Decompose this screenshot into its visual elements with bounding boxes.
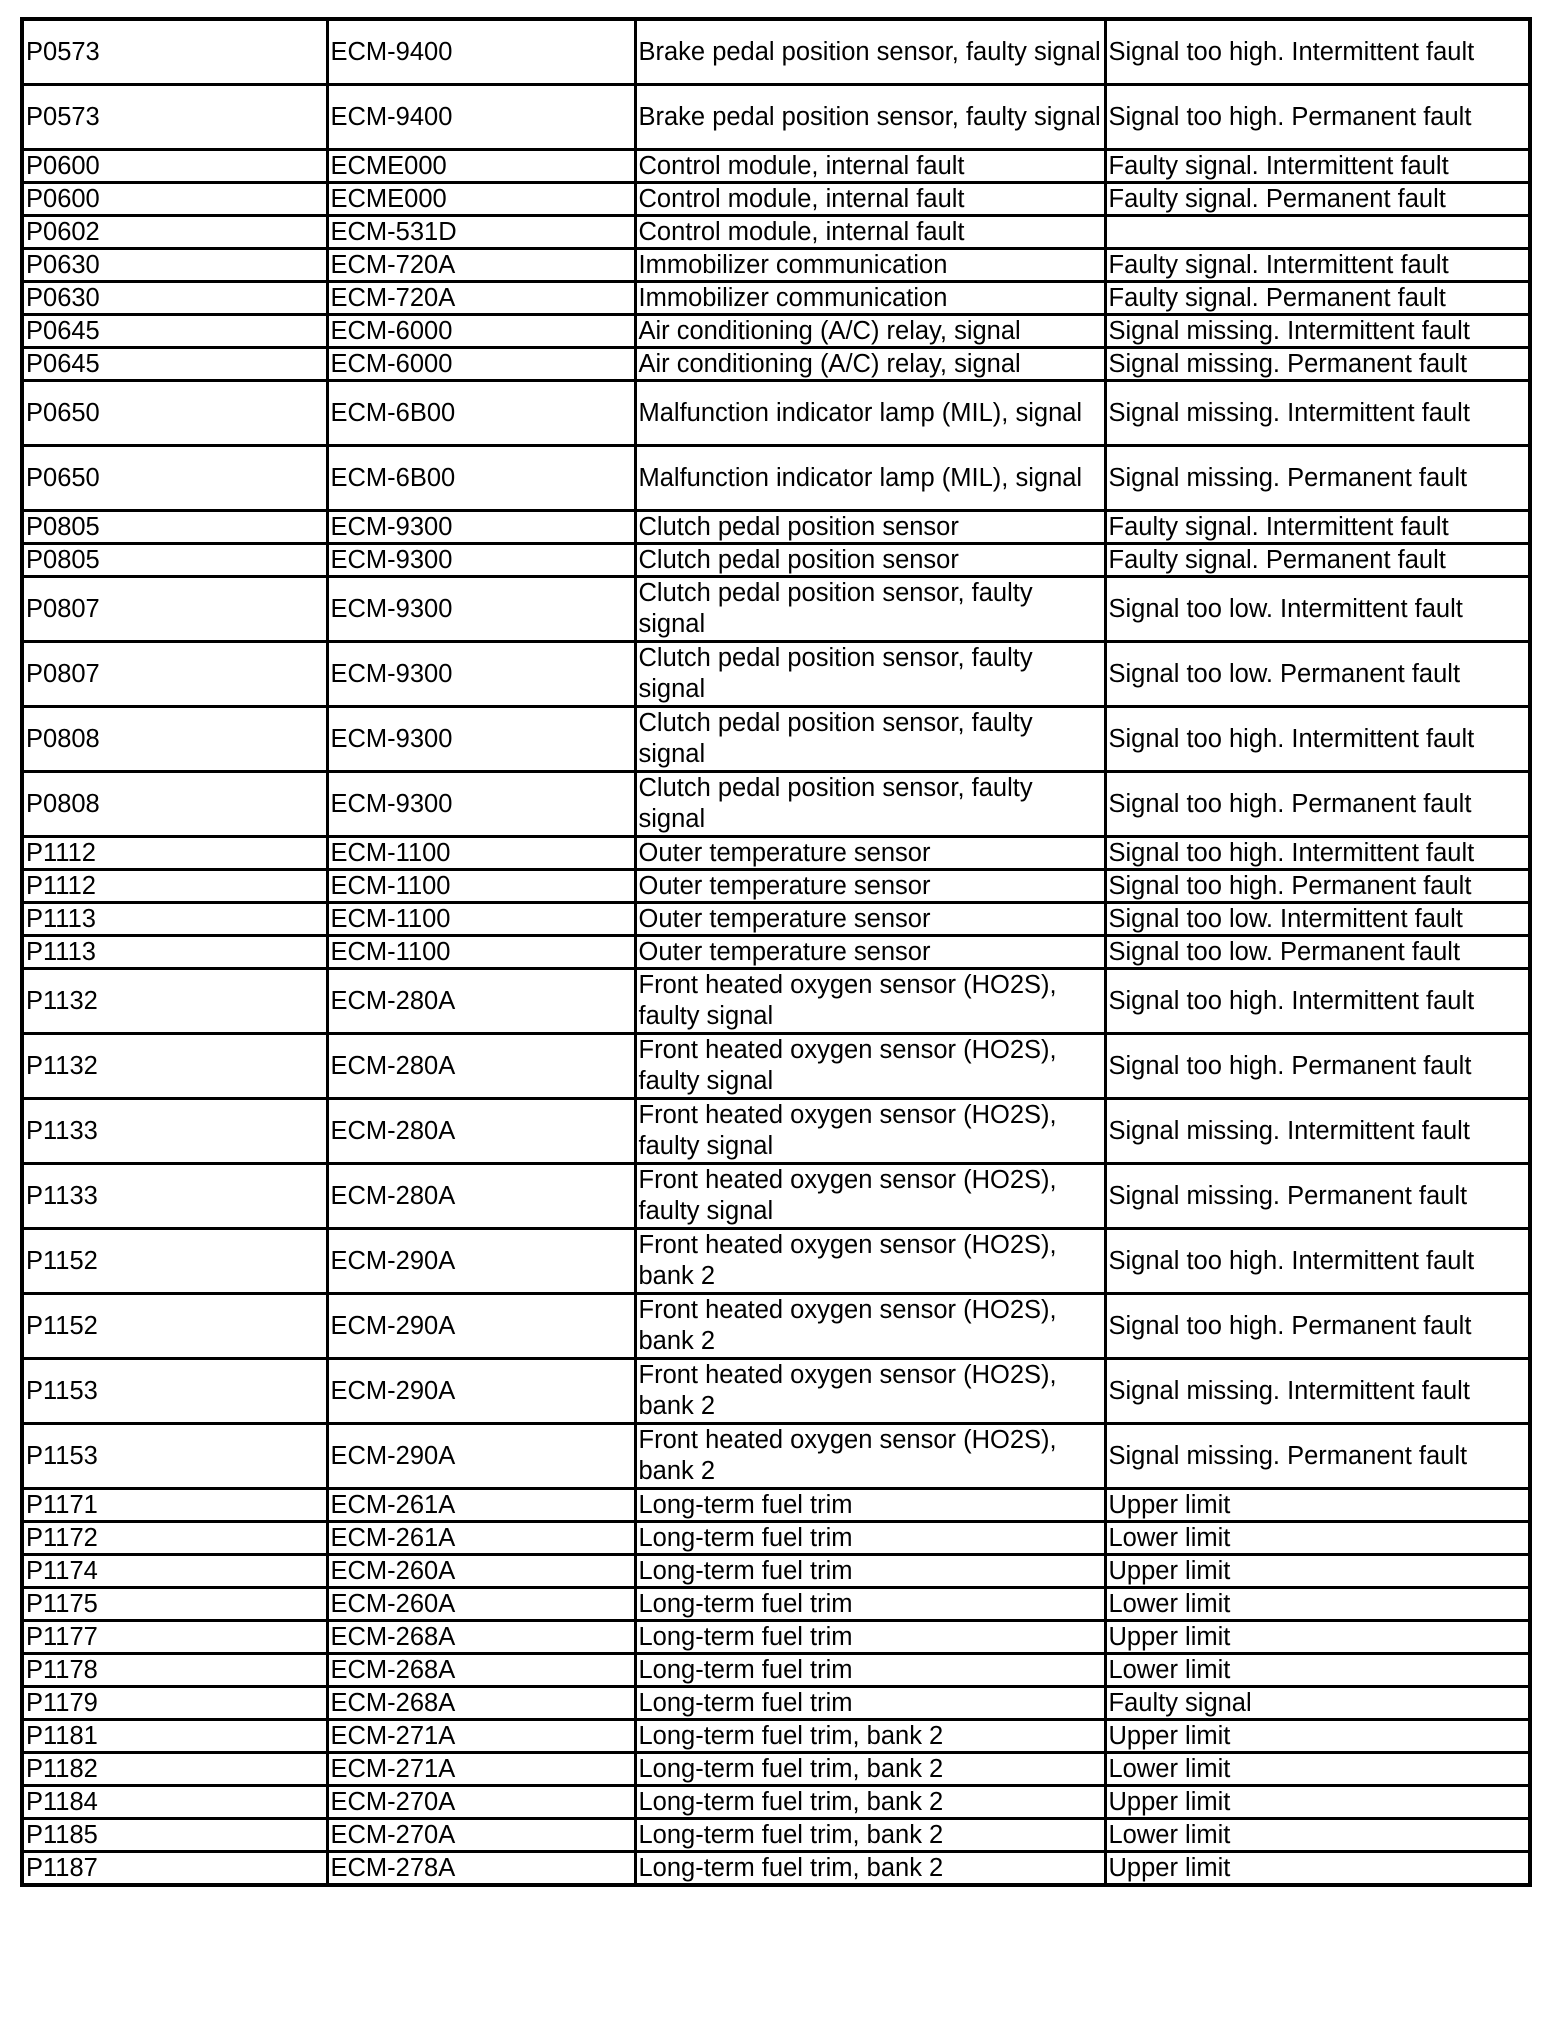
table-row: [22, 1522, 1530, 1555]
table-row: [22, 348, 1530, 381]
module-code-cell: ECM-6B00: [327, 381, 635, 446]
dtc-cell: P1175: [22, 1588, 327, 1621]
fault-type-cell: Signal too high. Intermittent fault: [1105, 837, 1530, 870]
description-cell: Clutch pedal position sensor: [635, 511, 1105, 544]
table-row: [22, 150, 1530, 183]
description-cell: Front heated oxygen sensor (HO2S), bank 2: [635, 1229, 1105, 1294]
fault-type-cell: Lower limit: [1105, 1654, 1530, 1687]
fault-type-cell: Signal too high. Permanent fault: [1105, 85, 1530, 150]
dtc-cell: P0650: [22, 446, 327, 511]
module-code-cell: ECM-280A: [327, 1034, 635, 1099]
module-code-cell: ECM-268A: [327, 1621, 635, 1654]
fault-type-cell: Faulty signal. Intermittent fault: [1105, 249, 1530, 282]
fault-type-cell: Faulty signal. Intermittent fault: [1105, 150, 1530, 183]
module-code-cell: ECM-271A: [327, 1720, 635, 1753]
description-cell: Outer temperature sensor: [635, 936, 1105, 969]
description-cell: Outer temperature sensor: [635, 837, 1105, 870]
description-cell: Malfunction indicator lamp (MIL), signal: [635, 446, 1105, 511]
module-code-cell: ECME000: [327, 183, 635, 216]
table-row: [22, 216, 1530, 249]
fault-type-cell: Faulty signal. Permanent fault: [1105, 544, 1530, 577]
table-row: [22, 1424, 1530, 1489]
dtc-cell: P1182: [22, 1753, 327, 1786]
description-cell: Long-term fuel trim, bank 2: [635, 1852, 1105, 1886]
table-row: [22, 1720, 1530, 1753]
fault-type-cell: Upper limit: [1105, 1489, 1530, 1522]
module-code-cell: ECM-531D: [327, 216, 635, 249]
description-cell: Long-term fuel trim: [635, 1555, 1105, 1588]
dtc-cell: P0600: [22, 150, 327, 183]
module-code-cell: ECM-268A: [327, 1654, 635, 1687]
description-cell: Clutch pedal position sensor, faulty signal: [635, 707, 1105, 772]
dtc-cell: P1152: [22, 1229, 327, 1294]
table-row: [22, 1229, 1530, 1294]
fault-code-table-body: [22, 19, 1530, 1885]
fault-type-cell: Faulty signal: [1105, 1687, 1530, 1720]
module-code-cell: ECM-270A: [327, 1786, 635, 1819]
table-row: [22, 1555, 1530, 1588]
dtc-cell: P0573: [22, 85, 327, 150]
dtc-cell: P1185: [22, 1819, 327, 1852]
table-row: [22, 903, 1530, 936]
description-cell: Clutch pedal position sensor, faulty signal: [635, 577, 1105, 642]
module-code-cell: ECM-9300: [327, 544, 635, 577]
module-code-cell: ECM-1100: [327, 870, 635, 903]
module-code-cell: ECM-260A: [327, 1555, 635, 1588]
dtc-cell: P1179: [22, 1687, 327, 1720]
fault-type-cell: Signal too high. Permanent fault: [1105, 1294, 1530, 1359]
module-code-cell: ECM-268A: [327, 1687, 635, 1720]
table-row: [22, 282, 1530, 315]
dtc-cell: P0807: [22, 642, 327, 707]
module-code-cell: ECM-9300: [327, 577, 635, 642]
fault-type-cell: Signal missing. Intermittent fault: [1105, 1099, 1530, 1164]
dtc-cell: P1152: [22, 1294, 327, 1359]
dtc-cell: P0805: [22, 511, 327, 544]
description-cell: Air conditioning (A/C) relay, signal: [635, 315, 1105, 348]
fault-type-cell: [1105, 216, 1530, 249]
description-cell: Long-term fuel trim: [635, 1654, 1105, 1687]
dtc-cell: P1132: [22, 1034, 327, 1099]
fault-type-cell: Lower limit: [1105, 1819, 1530, 1852]
module-code-cell: ECM-6000: [327, 348, 635, 381]
fault-type-cell: Signal too high. Permanent fault: [1105, 870, 1530, 903]
fault-type-cell: Signal too high. Permanent fault: [1105, 772, 1530, 837]
dtc-cell: P0650: [22, 381, 327, 446]
module-code-cell: ECM-1100: [327, 936, 635, 969]
table-row: [22, 707, 1530, 772]
fault-type-cell: Faulty signal. Permanent fault: [1105, 183, 1530, 216]
table-row: [22, 936, 1530, 969]
fault-type-cell: Signal too low. Permanent fault: [1105, 936, 1530, 969]
dtc-cell: P0805: [22, 544, 327, 577]
fault-type-cell: Signal too high. Intermittent fault: [1105, 969, 1530, 1034]
dtc-cell: P1153: [22, 1359, 327, 1424]
module-code-cell: ECM-261A: [327, 1522, 635, 1555]
module-code-cell: ECM-9300: [327, 511, 635, 544]
description-cell: Outer temperature sensor: [635, 870, 1105, 903]
description-cell: Front heated oxygen sensor (HO2S), faulty signal: [635, 1164, 1105, 1229]
fault-type-cell: Upper limit: [1105, 1621, 1530, 1654]
module-code-cell: ECM-278A: [327, 1852, 635, 1886]
dtc-cell: P1181: [22, 1720, 327, 1753]
module-code-cell: ECM-1100: [327, 903, 635, 936]
dtc-cell: P1178: [22, 1654, 327, 1687]
description-cell: Immobilizer communication: [635, 249, 1105, 282]
dtc-cell: P1113: [22, 903, 327, 936]
fault-type-cell: Signal missing. Permanent fault: [1105, 1424, 1530, 1489]
table-row: [22, 1034, 1530, 1099]
table-row: [22, 544, 1530, 577]
description-cell: Air conditioning (A/C) relay, signal: [635, 348, 1105, 381]
dtc-cell: P1112: [22, 837, 327, 870]
dtc-cell: P1184: [22, 1786, 327, 1819]
fault-type-cell: Faulty signal. Permanent fault: [1105, 282, 1530, 315]
description-cell: Long-term fuel trim: [635, 1588, 1105, 1621]
fault-type-cell: Signal missing. Permanent fault: [1105, 446, 1530, 511]
description-cell: Long-term fuel trim, bank 2: [635, 1819, 1105, 1852]
dtc-cell: P0808: [22, 772, 327, 837]
dtc-cell: P1153: [22, 1424, 327, 1489]
fault-type-cell: Signal too high. Intermittent fault: [1105, 19, 1530, 85]
fault-type-cell: Signal too high. Intermittent fault: [1105, 707, 1530, 772]
fault-type-cell: Upper limit: [1105, 1555, 1530, 1588]
dtc-cell: P0630: [22, 282, 327, 315]
table-row: [22, 1687, 1530, 1720]
dtc-cell: P1133: [22, 1099, 327, 1164]
dtc-cell: P1112: [22, 870, 327, 903]
module-code-cell: ECM-1100: [327, 837, 635, 870]
description-cell: Long-term fuel trim, bank 2: [635, 1753, 1105, 1786]
table-row: [22, 315, 1530, 348]
table-row: [22, 1753, 1530, 1786]
module-code-cell: ECM-9300: [327, 772, 635, 837]
fault-type-cell: Faulty signal. Intermittent fault: [1105, 511, 1530, 544]
module-code-cell: ECM-290A: [327, 1424, 635, 1489]
module-code-cell: ECM-260A: [327, 1588, 635, 1621]
description-cell: Long-term fuel trim, bank 2: [635, 1720, 1105, 1753]
dtc-cell: P0645: [22, 348, 327, 381]
table-row: [22, 1164, 1530, 1229]
description-cell: Clutch pedal position sensor, faulty signal: [635, 642, 1105, 707]
fault-type-cell: Signal too low. Permanent fault: [1105, 642, 1530, 707]
table-row: [22, 249, 1530, 282]
dtc-cell: P1172: [22, 1522, 327, 1555]
description-cell: Front heated oxygen sensor (HO2S), bank 2: [635, 1294, 1105, 1359]
dtc-cell: P1132: [22, 969, 327, 1034]
dtc-cell: P0600: [22, 183, 327, 216]
fault-type-cell: Upper limit: [1105, 1852, 1530, 1886]
module-code-cell: ECM-9300: [327, 642, 635, 707]
module-code-cell: ECM-270A: [327, 1819, 635, 1852]
description-cell: Control module, internal fault: [635, 216, 1105, 249]
table-row: [22, 837, 1530, 870]
table-row: [22, 1786, 1530, 1819]
fault-type-cell: Lower limit: [1105, 1588, 1530, 1621]
table-row: [22, 969, 1530, 1034]
fault-type-cell: Signal too low. Intermittent fault: [1105, 903, 1530, 936]
description-cell: Clutch pedal position sensor, faulty signal: [635, 772, 1105, 837]
dtc-cell: P1113: [22, 936, 327, 969]
description-cell: Front heated oxygen sensor (HO2S), bank 2: [635, 1359, 1105, 1424]
module-code-cell: ECM-6000: [327, 315, 635, 348]
module-code-cell: ECM-280A: [327, 1164, 635, 1229]
module-code-cell: ECM-280A: [327, 1099, 635, 1164]
table-row: [22, 183, 1530, 216]
fault-type-cell: Signal missing. Permanent fault: [1105, 1164, 1530, 1229]
table-row: [22, 1588, 1530, 1621]
dtc-cell: P1133: [22, 1164, 327, 1229]
description-cell: Clutch pedal position sensor: [635, 544, 1105, 577]
module-code-cell: ECM-290A: [327, 1229, 635, 1294]
fault-type-cell: Signal too high. Permanent fault: [1105, 1034, 1530, 1099]
table-row: [22, 381, 1530, 446]
table-row: [22, 1819, 1530, 1852]
table-row: [22, 870, 1530, 903]
description-cell: Long-term fuel trim: [635, 1489, 1105, 1522]
table-row: [22, 1489, 1530, 1522]
table-row: [22, 19, 1530, 85]
description-cell: Long-term fuel trim: [635, 1522, 1105, 1555]
description-cell: Control module, internal fault: [635, 183, 1105, 216]
module-code-cell: ECM-9400: [327, 19, 635, 85]
description-cell: Front heated oxygen sensor (HO2S), faulty signal: [635, 969, 1105, 1034]
fault-type-cell: Signal missing. Intermittent fault: [1105, 1359, 1530, 1424]
dtc-cell: P1171: [22, 1489, 327, 1522]
fault-type-cell: Signal too low. Intermittent fault: [1105, 577, 1530, 642]
fault-type-cell: Lower limit: [1105, 1522, 1530, 1555]
description-cell: Outer temperature sensor: [635, 903, 1105, 936]
module-code-cell: ECM-261A: [327, 1489, 635, 1522]
module-code-cell: ECM-6B00: [327, 446, 635, 511]
fault-type-cell: Lower limit: [1105, 1753, 1530, 1786]
table-row: [22, 772, 1530, 837]
description-cell: Long-term fuel trim, bank 2: [635, 1786, 1105, 1819]
description-cell: Brake pedal position sensor, faulty signal: [635, 85, 1105, 150]
table-row: [22, 1654, 1530, 1687]
module-code-cell: ECME000: [327, 150, 635, 183]
dtc-cell: P0602: [22, 216, 327, 249]
fault-code-table: [20, 17, 1532, 1887]
dtc-cell: P1177: [22, 1621, 327, 1654]
table-row: [22, 1621, 1530, 1654]
module-code-cell: ECM-280A: [327, 969, 635, 1034]
table-row: [22, 1852, 1530, 1886]
module-code-cell: ECM-290A: [327, 1359, 635, 1424]
table-row: [22, 85, 1530, 150]
module-code-cell: ECM-290A: [327, 1294, 635, 1359]
fault-type-cell: Upper limit: [1105, 1786, 1530, 1819]
table-row: [22, 511, 1530, 544]
description-cell: Front heated oxygen sensor (HO2S), faulty signal: [635, 1099, 1105, 1164]
table-row: [22, 446, 1530, 511]
table-row: [22, 1099, 1530, 1164]
dtc-cell: P0630: [22, 249, 327, 282]
module-code-cell: ECM-271A: [327, 1753, 635, 1786]
description-cell: Front heated oxygen sensor (HO2S), faulty signal: [635, 1034, 1105, 1099]
fault-type-cell: Signal missing. Intermittent fault: [1105, 315, 1530, 348]
description-cell: Control module, internal fault: [635, 150, 1105, 183]
fault-type-cell: Signal missing. Permanent fault: [1105, 348, 1530, 381]
module-code-cell: ECM-720A: [327, 282, 635, 315]
fault-type-cell: Signal missing. Intermittent fault: [1105, 381, 1530, 446]
dtc-cell: P0807: [22, 577, 327, 642]
dtc-cell: P1174: [22, 1555, 327, 1588]
module-code-cell: ECM-9300: [327, 707, 635, 772]
table-row: [22, 1359, 1530, 1424]
table-row: [22, 577, 1530, 642]
dtc-cell: P0645: [22, 315, 327, 348]
description-cell: Brake pedal position sensor, faulty signal: [635, 19, 1105, 85]
description-cell: Long-term fuel trim: [635, 1687, 1105, 1720]
dtc-cell: P0808: [22, 707, 327, 772]
module-code-cell: ECM-720A: [327, 249, 635, 282]
module-code-cell: ECM-9400: [327, 85, 635, 150]
dtc-cell: P1187: [22, 1852, 327, 1886]
description-cell: Long-term fuel trim: [635, 1621, 1105, 1654]
description-cell: Front heated oxygen sensor (HO2S), bank 2: [635, 1424, 1105, 1489]
fault-type-cell: Upper limit: [1105, 1720, 1530, 1753]
description-cell: Immobilizer communication: [635, 282, 1105, 315]
description-cell: Malfunction indicator lamp (MIL), signal: [635, 381, 1105, 446]
fault-type-cell: Signal too high. Intermittent fault: [1105, 1229, 1530, 1294]
table-row: [22, 642, 1530, 707]
table-row: [22, 1294, 1530, 1359]
dtc-cell: P0573: [22, 19, 327, 85]
